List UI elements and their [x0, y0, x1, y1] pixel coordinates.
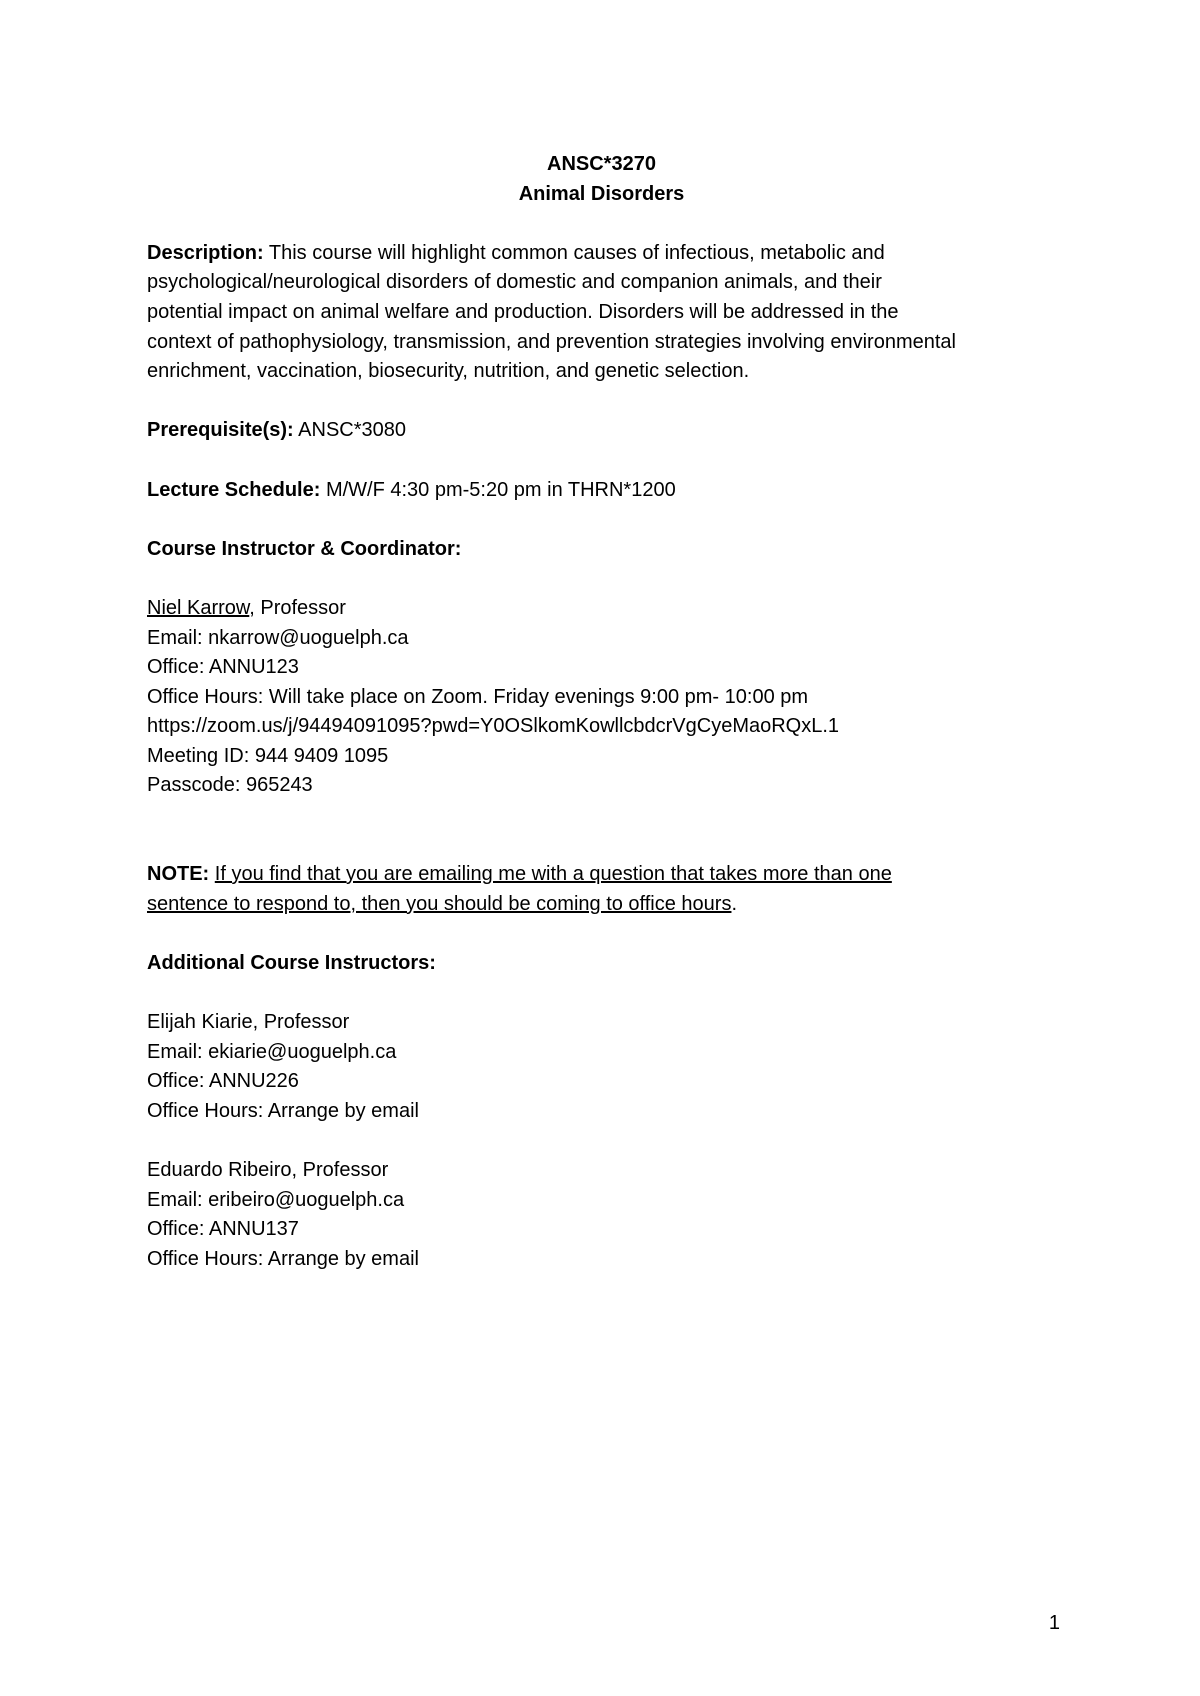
coordinator-title: , Professor — [249, 596, 346, 619]
instructor-email: Email: eribeiro@uoguelph.ca — [147, 1188, 405, 1211]
note-line-1: If you find that you are emailing me with a question that takes more than one — [214, 863, 892, 886]
zoom-link[interactable]: https://zoom.us/j/94494091095?pwd=Y0OSlkomKowllcbdcrVgCyeMaoRQxL.1 — [147, 715, 840, 738]
passcode: Passcode: 965243 — [147, 774, 313, 797]
coordinator-office-hours: Office Hours: Will take place on Zoom. Friday evenings 9:00 pm- 10:00 pm — [147, 685, 809, 708]
instructor-office-hours: Office Hours: Arrange by email — [147, 1247, 419, 1270]
prerequisites — [147, 416, 1067, 446]
description-line-4: context of pathophysiology, transmission, and prevention strategies involving environmental — [147, 330, 956, 353]
coordinator-block — [147, 594, 1067, 801]
instructor-name: Elijah Kiarie, Professor — [147, 1011, 350, 1034]
meeting-id: Meeting ID: 944 9409 1095 — [147, 744, 389, 767]
coordinator-email: Email: nkarrow@uoguelph.ca — [147, 626, 409, 649]
lecture-schedule — [147, 476, 1067, 506]
description-line-3: potential impact on animal welfare and production. Disorders will be addressed in the — [147, 300, 899, 323]
instructor-email: Email: ekiarie@uoguelph.ca — [147, 1040, 397, 1063]
course-title: Animal Disorders — [518, 182, 685, 205]
prerequisites-label: Prerequisite(s): — [147, 419, 294, 442]
page-number: 1 — [1048, 1612, 1060, 1634]
note-label: NOTE: — [147, 863, 210, 886]
lecture-schedule-label: Lecture Schedule: — [147, 478, 321, 501]
note-section — [147, 860, 1067, 919]
note-line-2: sentence to respond to, then you should be coming to office hours — [147, 892, 732, 915]
description-line-1: This course will highlight common causes of infectious, metabolic and — [268, 241, 885, 264]
coordinator-office: Office: ANNU123 — [147, 656, 299, 679]
prerequisites-value: ANSC*3080 — [298, 419, 407, 442]
document-body — [147, 150, 1067, 1274]
instructor-block — [147, 1008, 1067, 1126]
course-code: ANSC*3270 — [547, 153, 656, 175]
instructor-office: Office: ANNU137 — [147, 1218, 299, 1241]
coordinator-heading: Course Instructor & Coordinator: — [147, 537, 462, 560]
description-line-2: psychological/neurological disorders of domestic and companion animals, and their — [147, 271, 882, 294]
instructor-block — [147, 1156, 1067, 1274]
description-line-5: enrichment, vaccination, biosecurity, nutrition, and genetic selection. — [147, 360, 750, 383]
instructor-office: Office: ANNU226 — [147, 1070, 299, 1093]
note-line-2-end: . — [731, 892, 738, 915]
description-label: Description: — [147, 241, 264, 264]
additional-instructors-heading: Additional Course Instructors: — [147, 951, 436, 974]
description-section — [147, 239, 1067, 387]
lecture-schedule-value: M/W/F 4:30 pm-5:20 pm in THRN*1200 — [325, 478, 676, 501]
instructor-office-hours: Office Hours: Arrange by email — [147, 1099, 419, 1122]
coordinator-name[interactable]: Niel Karrow — [147, 596, 250, 619]
instructor-name: Eduardo Ribeiro, Professor — [147, 1159, 389, 1181]
